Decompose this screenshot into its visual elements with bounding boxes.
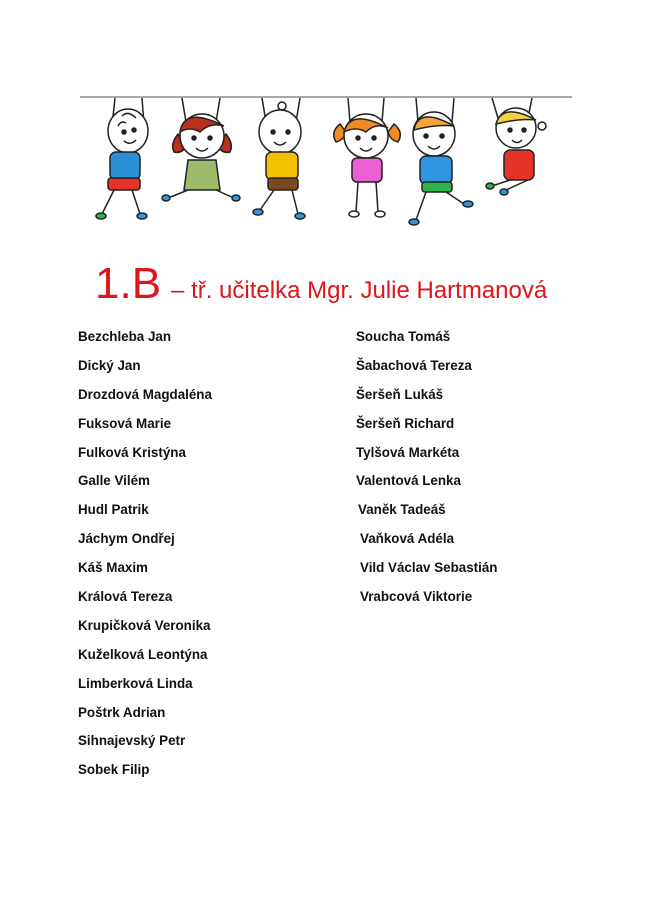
student-name: Vrabcová Viktorie bbox=[360, 589, 473, 605]
student-name: Kuželková Leontýna bbox=[78, 646, 208, 662]
student-name: Sobek Filip bbox=[78, 762, 150, 778]
class-name: 1.B bbox=[95, 259, 162, 308]
student-name: Šeršeň Richard bbox=[356, 415, 455, 431]
student-name: Králová Tereza bbox=[78, 589, 173, 605]
student-name: Vaňková Adéla bbox=[360, 531, 455, 547]
student-list-left bbox=[78, 328, 212, 790]
student-name: Drozdová Magdaléna bbox=[78, 386, 212, 402]
student-name: Dický Jan bbox=[78, 357, 141, 373]
child-figure bbox=[96, 98, 148, 219]
hanging-children-illustration bbox=[70, 86, 580, 236]
student-name: Šabachová Tereza bbox=[356, 357, 472, 373]
student-name: Poštrk Adrian bbox=[78, 704, 166, 720]
student-name: Galle Vilém bbox=[78, 473, 150, 489]
child-figure bbox=[486, 98, 546, 195]
student-name: Hudl Patrik bbox=[78, 502, 149, 518]
student-name: Krupičková Veronika bbox=[78, 617, 211, 633]
student-name: Soucha Tomáš bbox=[356, 329, 451, 344]
student-list-right bbox=[356, 328, 497, 617]
child-figure bbox=[334, 98, 401, 217]
child-figure bbox=[162, 98, 240, 201]
student-name: Šeršeň Lukáš bbox=[356, 386, 444, 402]
student-name: Vaněk Tadeáš bbox=[358, 502, 446, 518]
student-name: Fuksová Marie bbox=[78, 415, 172, 431]
student-name: Fulková Kristýna bbox=[78, 444, 186, 460]
student-name: Sihnajevský Petr bbox=[78, 733, 186, 749]
student-name: Vild Václav Sebastián bbox=[360, 560, 498, 576]
child-figure bbox=[409, 98, 473, 225]
student-name: Bezchleba Jan bbox=[78, 329, 172, 344]
student-name: Káš Maxim bbox=[78, 560, 148, 576]
student-name: Tylšová Markéta bbox=[356, 444, 460, 460]
class-heading bbox=[95, 256, 547, 312]
student-name: Jáchym Ondřej bbox=[78, 531, 175, 547]
child-figure bbox=[253, 98, 305, 219]
student-name: Valentová Lenka bbox=[356, 473, 461, 489]
class-teacher: – tř. učitelka Mgr. Julie Hartmanová bbox=[171, 277, 548, 304]
student-name: Limberková Linda bbox=[78, 675, 193, 691]
